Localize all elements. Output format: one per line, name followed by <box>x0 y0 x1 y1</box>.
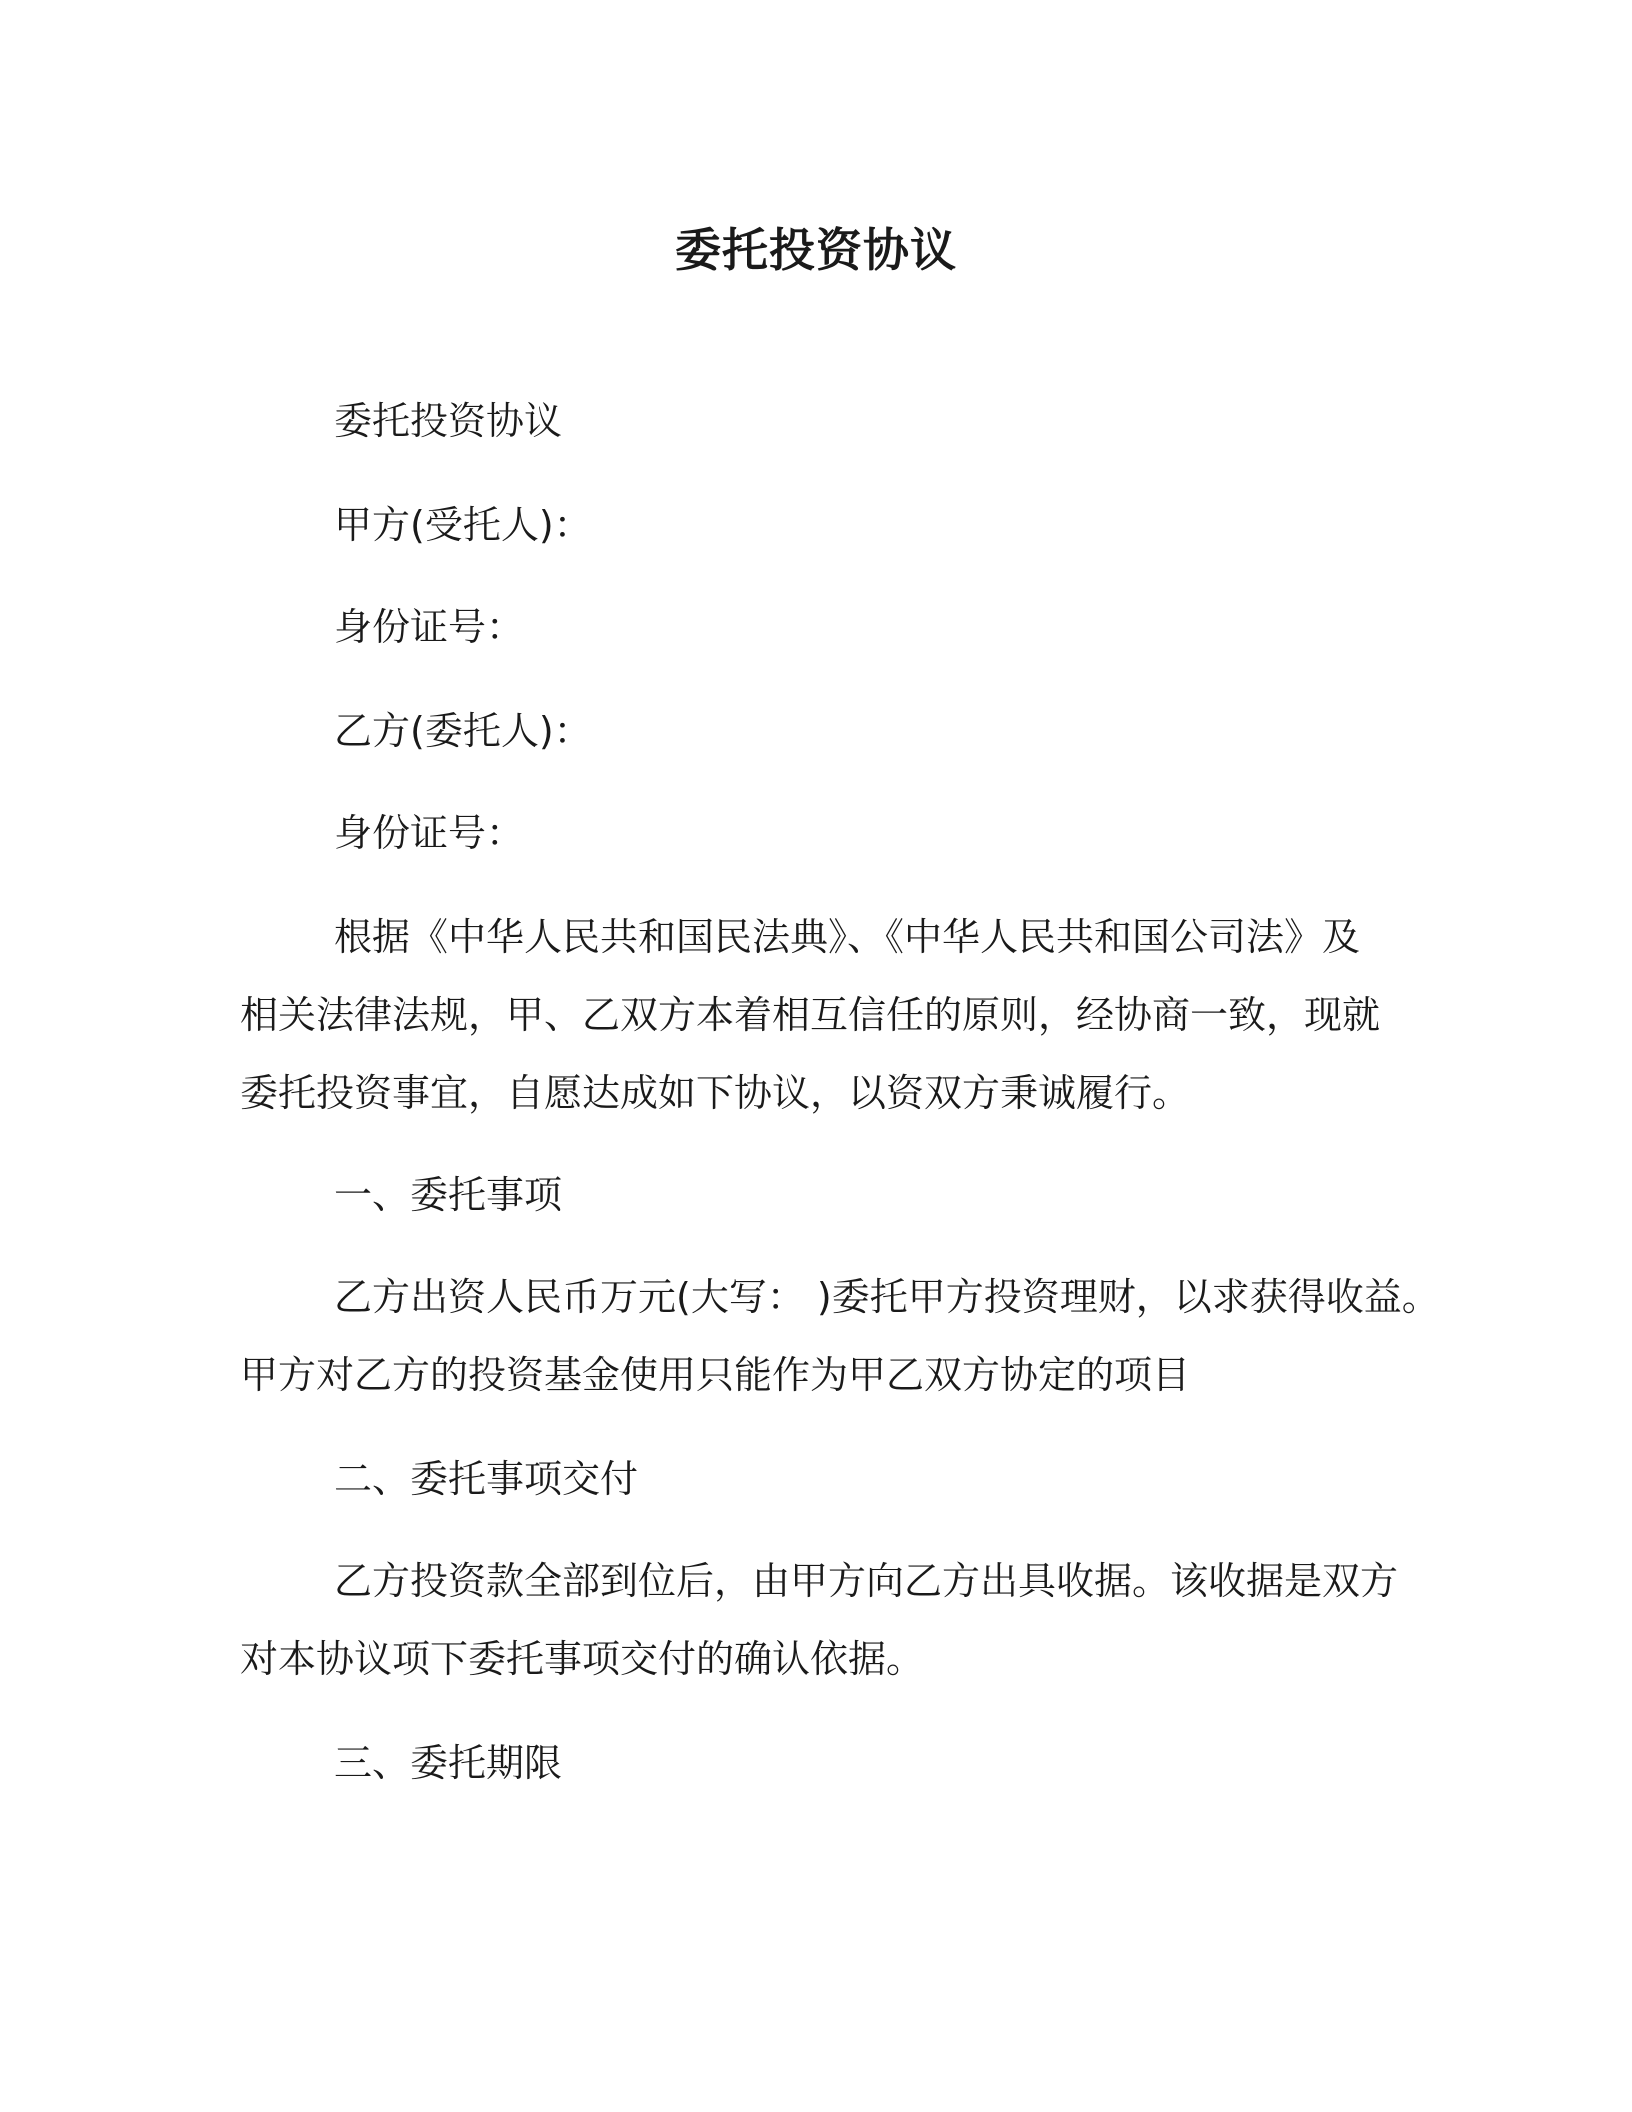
document-title: 委托投资协议 <box>675 223 957 277</box>
preamble-line: 委托投资事宜，自愿达成如下协议，以资双方秉诚履行。 <box>240 1071 1191 1115</box>
preamble-line: 相关法律法规，甲、乙双方本着相互信任的原则，经协商一致，现就 <box>240 993 1381 1037</box>
section-line: 甲方对乙方的投资基金使用只能作为甲乙双方协定的项目 <box>240 1353 1191 1397</box>
document-subtitle: 委托投资协议 <box>334 399 563 443</box>
party-b-id-field: 身份证号： <box>334 811 525 855</box>
section-line: 乙方投资款全部到位后，由甲方向乙方出具收据。该收据是双方 <box>334 1559 1399 1603</box>
party-a-field: 甲方(受托人)： <box>334 503 592 547</box>
section-heading: 三、委托期限 <box>334 1741 563 1785</box>
section-heading: 二、委托事项交付 <box>334 1457 639 1501</box>
preamble-line: 根据《中华人民共和国民法典》、《中华人民共和国公司法》及 <box>334 915 1361 959</box>
party-a-id-field: 身份证号： <box>334 605 525 649</box>
party-b-field: 乙方(委托人)： <box>334 709 592 753</box>
section-heading: 一、委托事项 <box>334 1173 563 1217</box>
section-line: 乙方出资人民币万元(大写： )委托甲方投资理财，以求获得收益。 <box>334 1275 1440 1319</box>
section-line: 对本协议项下委托事项交付的确认依据。 <box>240 1637 925 1681</box>
